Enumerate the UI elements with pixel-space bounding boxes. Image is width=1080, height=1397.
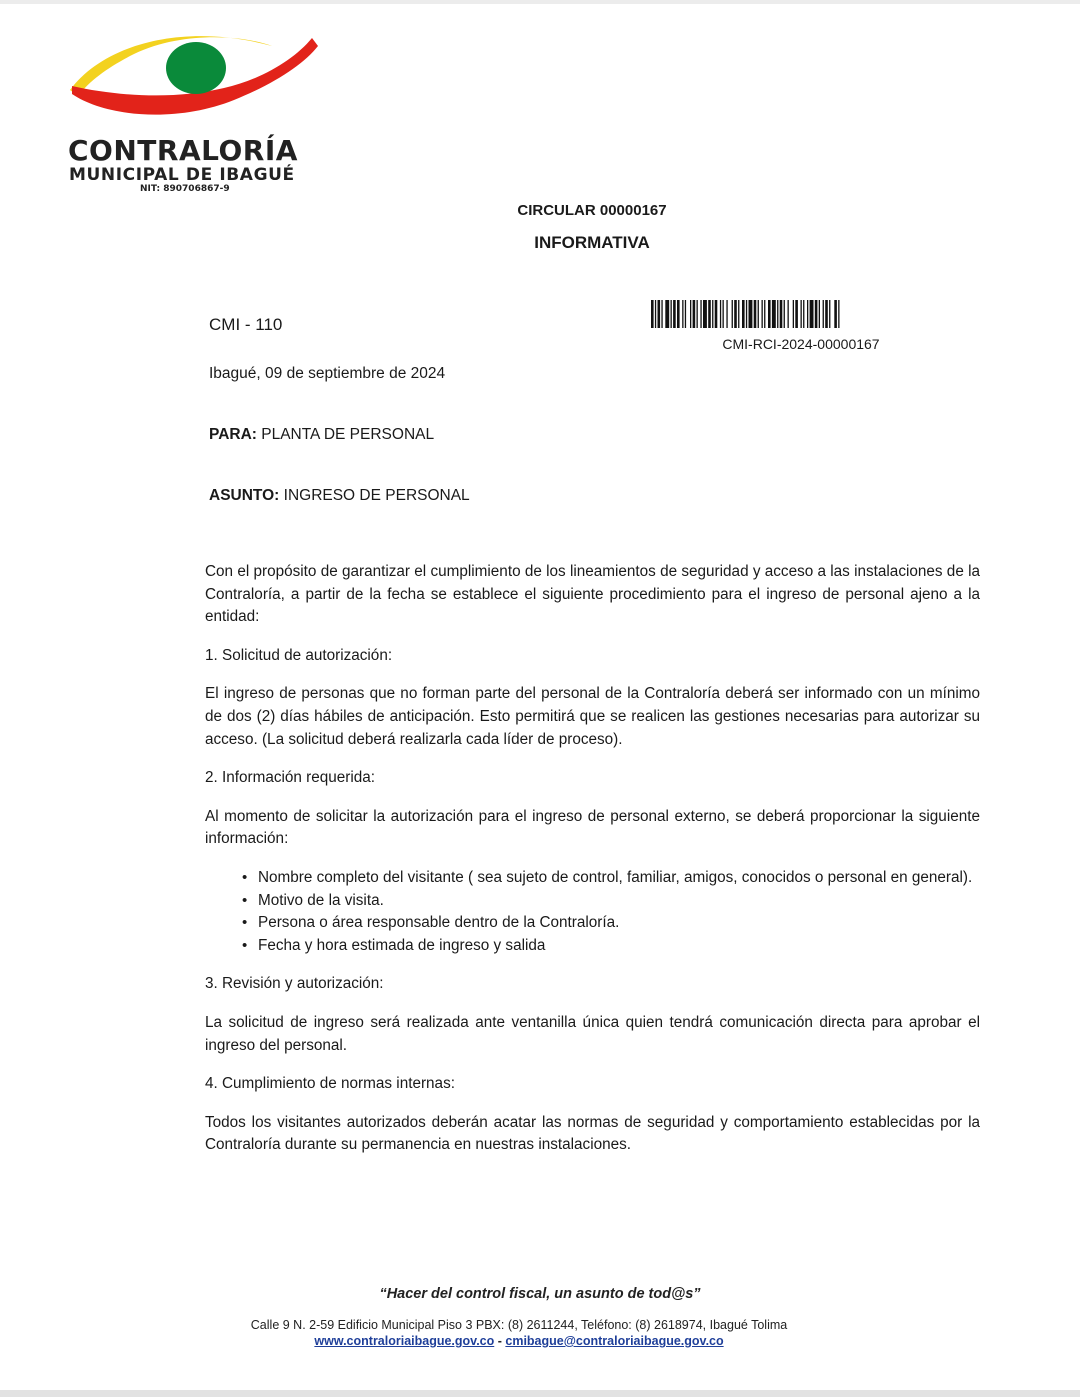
section-4-title: 4. Cumplimiento de normas internas: — [205, 1075, 455, 1093]
required-info-list — [205, 867, 980, 957]
intro-paragraph: Con el propósito de garantizar el cumplimiento de los lineamientos de seguridad y acceso a las instalaciones de la Contraloría, a partir de la fecha se establece el siguiente procedimiento para el ingreso de personal ajeno a la entidad: — [205, 563, 980, 626]
circular-type: INFORMATIVA — [534, 233, 650, 252]
para-value: PLANTA DE PERSONAL — [256, 426, 435, 443]
logo-nit: NIT: 890706867-9 — [140, 184, 230, 194]
section-3-text: La solicitud de ingreso será realizada ante ventanilla única quien tendrá comunicación directa para aprobar el ingreso del personal. — [205, 1013, 980, 1054]
section-1-text: El ingreso de personas que no forman parte del personal de la Contraloría deberá ser informado con un mínimo de dos (2) días hábiles de anticipación. Esto permitirá que se realicen las gestiones necesarias para autorizar su acceso. (La solicitud deberá realizarla cada líder de proceso). — [205, 685, 980, 748]
asunto-line — [209, 487, 470, 505]
section-1-title: 1. Solicitud de autorización: — [205, 646, 393, 664]
contraloria-logo — [64, 24, 326, 194]
barcode-label: CMI-RCI-2024-00000167 — [722, 336, 880, 352]
document-body — [205, 561, 980, 1157]
section-4-text: Todos los visitantes autorizados deberán acatar las normas de seguridad y comportamiento establecidas por la Contraloría durante su permanencia en nuestras instalaciones. — [205, 1113, 980, 1154]
bullet-icon: • — [242, 868, 248, 886]
top-edge — [0, 0, 1080, 4]
email-link[interactable]: cmibague@contraloriaibague.gov.co — [505, 1334, 724, 1348]
section-2-title: 2. Información requerida: — [205, 769, 376, 787]
list-item — [242, 867, 980, 890]
bullet-icon: • — [242, 936, 248, 954]
logo-name-line1: CONTRALORÍA — [68, 134, 298, 167]
eye-emblem-icon — [64, 24, 326, 134]
footer-address: Calle 9 N. 2-59 Edificio Municipal Piso 3 PBX: (8) 2611244, Teléfono: (8) 2618974, Ibagué Tolima — [250, 1318, 788, 1332]
circular-number: CIRCULAR 00000167 — [517, 202, 667, 219]
section-3-title: 3. Revisión y autorización: — [205, 975, 384, 993]
website-link[interactable]: www.contraloriaibague.gov.co — [314, 1334, 495, 1348]
footer-links — [0, 1334, 1038, 1348]
dependency-code: CMI - 110 — [209, 315, 283, 334]
list-item — [242, 912, 980, 935]
bullet-icon: • — [242, 914, 248, 932]
list-item-text: Motivo de la visita. — [258, 891, 384, 909]
list-item — [242, 890, 980, 913]
footer-slogan: “Hacer del control fiscal, un asunto de tod@s” — [379, 1286, 701, 1302]
list-item — [242, 935, 980, 958]
bullet-icon: • — [242, 891, 248, 909]
list-item-text: Fecha y hora estimada de ingreso y salida — [258, 936, 546, 954]
para-line — [209, 426, 434, 444]
para-label: PARA: — [209, 426, 257, 443]
logo-name-line2: MUNICIPAL DE IBAGUÉ — [69, 165, 295, 185]
bottom-edge — [0, 1390, 1080, 1397]
section-2-text: Al momento de solicitar la autorización para el ingreso de personal externo, se deberá proporcionar la siguiente información: — [205, 807, 980, 848]
barcode-icon — [651, 300, 961, 328]
link-separator: - — [494, 1334, 506, 1348]
list-item-text: Persona o área responsable dentro de la Contraloría. — [258, 914, 620, 932]
document-date: Ibagué, 09 de septiembre de 2024 — [209, 365, 446, 382]
list-item-text: Nombre completo del visitante ( sea sujeto de control, familiar, amigos, conocidos o personal en general). — [258, 868, 973, 886]
asunto-value: INGRESO DE PERSONAL — [279, 487, 470, 504]
asunto-label: ASUNTO: — [209, 487, 280, 504]
